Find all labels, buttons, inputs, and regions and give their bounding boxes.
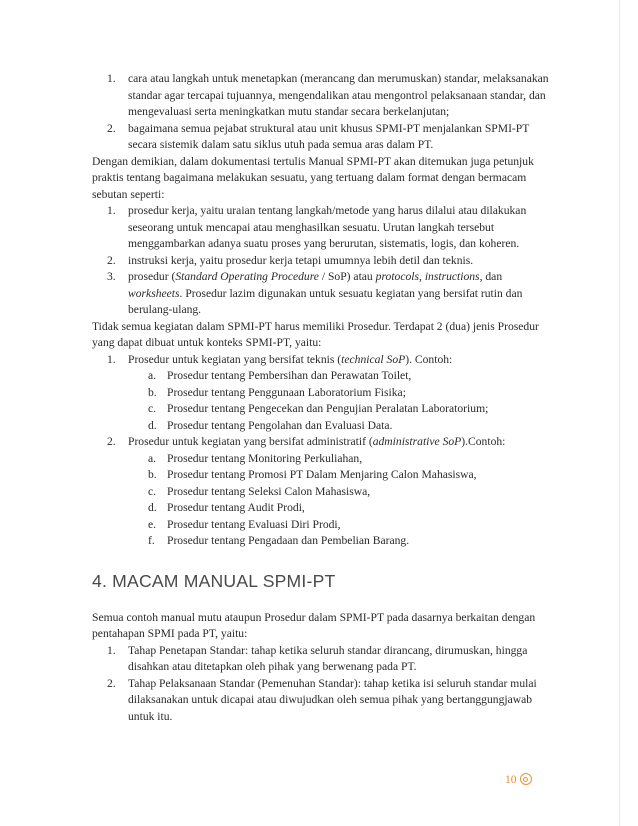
procedure-type-list <box>92 352 554 550</box>
text-run: , dan <box>479 270 503 283</box>
list-item <box>92 269 554 319</box>
list-item <box>92 352 554 435</box>
list-number: 1. <box>107 72 116 85</box>
list-item <box>92 121 554 154</box>
list-text: instruksi kerja, yaitu prosedur kerja tetapi umumnya lebih detil dan teknis. <box>128 253 474 267</box>
sub-list-letter: b. <box>148 468 157 481</box>
sub-list-item <box>128 401 554 418</box>
text-run: Prosedur untuk kegiatan yang bersifat teknis ( <box>128 352 342 366</box>
bullseye-icon <box>520 773 532 785</box>
page-footer <box>505 770 532 788</box>
list-item <box>92 676 554 726</box>
sub-list-text: Prosedur tentang Monitoring Perkuliahan, <box>167 451 363 465</box>
page-content <box>92 71 554 725</box>
paragraph: Semua contoh manual mutu ataupun Prosedur dalam SPMI-PT pada dasarnya berkaitan dengan pentahapan SPMI pada PT, yaitu: <box>92 610 536 640</box>
list-item <box>92 434 554 550</box>
list-number: 2. <box>107 253 116 267</box>
list-text: prosedur kerja, yaitu uraian tentang langkah/metode yang harus dilalui atau dilakukan seseorang untuk mencapai atau menghasilkan sesuatu. Urutan langkah tersebut menggambarkan adanya suatu proses yang berurutan, sistematis, logis, dan koheren. <box>128 204 527 250</box>
list-text: Tahap Penetapan Standar: tahap ketika seluruh standar dirancang, dirumuskan, hingga disahkan atau ditetapkan oleh pihak yang berwenang pada PT. <box>128 643 528 673</box>
sub-list-text: Prosedur tentang Audit Prodi, <box>167 501 305 514</box>
sub-list-letter: d. <box>148 501 157 514</box>
sub-list-letter: c. <box>148 402 157 415</box>
format-list <box>92 203 554 319</box>
list-number: 1. <box>107 204 116 217</box>
sub-list-text: Prosedur tentang Promosi PT Dalam Menjaring Calon Mahasiswa, <box>167 468 477 481</box>
list-number: 2. <box>107 676 116 690</box>
sub-list-letter: a. <box>148 451 157 465</box>
sub-list-item <box>128 517 554 534</box>
paragraph: Tidak semua kegiatan dalam SPMI-PT harus memiliki Prosedur. Terdapat 2 (dua) jenis Prosedur yang dapat dibuat untuk konteks SPMI-PT, yaitu: <box>92 319 539 349</box>
italic-term: administrative SoP <box>372 435 462 448</box>
sub-list-text: Prosedur tentang Pembersihan dan Perawatan Toilet, <box>167 369 412 382</box>
italic-term: instructions <box>424 270 480 283</box>
sub-list-letter: e. <box>148 517 157 531</box>
list-text: cara atau langkah untuk menetapkan (merancang dan merumuskan) standar, melaksanakan standar agar tercapai tujuannya, mengendalikan atau mengontrol pelaksanaan standar, dan mengevaluasi serta meningkatkan mutu standar secara berkelanjutan; <box>128 72 549 118</box>
administrative-examples-list <box>128 451 554 550</box>
text-run: . Prosedur lazim digunakan untuk sesuatu kegiatan yang bersifat rutin dan berulang-ulang. <box>128 286 523 316</box>
list-item <box>92 203 554 253</box>
list-number: 1. <box>107 352 116 366</box>
sub-list-letter: d. <box>148 418 157 432</box>
technical-examples-list <box>128 368 554 434</box>
list-text: bagaimana semua pejabat struktural atau unit khusus SPMI-PT menjalankan SPMI-PT secara sistemik dalam satu siklus utuh pada semua aras dalam PT. <box>128 121 530 151</box>
text-run: / SoP) atau <box>318 270 376 283</box>
list-number: 2. <box>107 435 116 448</box>
sub-list-item <box>128 467 554 484</box>
sub-list-item <box>128 385 554 402</box>
sub-list-text: Prosedur tentang Penggunaan Laboratorium Fisika; <box>167 385 406 399</box>
list-item <box>92 71 554 121</box>
stage-list <box>92 643 554 726</box>
paragraph: Dengan demikian, dalam dokumentasi tertulis Manual SPMI-PT akan ditemukan juga petunjuk praktis tentang bagaimana melakukan sesuatu, yang tertuang dalam format dengan bermacam sebutan seperti: <box>92 154 534 201</box>
sub-list-item <box>128 418 554 435</box>
sub-list-item <box>128 368 554 385</box>
sub-list-item <box>128 500 554 517</box>
sub-list-text: Prosedur tentang Pengadaan dan Pembelian Barang. <box>167 534 410 547</box>
list-text: Tahap Pelaksanaan Standar (Pemenuhan Standar): tahap ketika isi seluruh standar mulai dilaksanakan untuk dicapai atau diwujudkan oleh semua pihak yang bertanggungjawab untuk itu. <box>128 676 537 723</box>
list-item <box>92 253 554 270</box>
italic-term: technical SoP <box>341 352 406 366</box>
sub-list-letter: f. <box>148 534 155 547</box>
sub-list-text: Prosedur tentang Pengolahan dan Evaluasi Data. <box>167 418 393 432</box>
text-run: , <box>419 270 425 283</box>
sub-list-letter: a. <box>148 369 157 382</box>
sub-list-text: Prosedur tentang Seleksi Calon Mahasiswa, <box>167 484 371 498</box>
sub-list-item <box>128 451 554 468</box>
text-run: ). Contoh: <box>405 352 453 366</box>
sub-list-text: Prosedur tentang Pengecekan dan Pengujian Peralatan Laboratorium; <box>167 402 489 415</box>
italic-term: Standard Operating Procedure <box>175 270 319 283</box>
text-run: ).Contoh: <box>461 435 506 448</box>
list-number: 2. <box>107 121 116 135</box>
section-heading: 4. MACAM MANUAL SPMI-PT <box>92 570 336 591</box>
list-item <box>92 643 554 676</box>
sub-list-letter: c. <box>148 484 157 498</box>
text-run: prosedur ( <box>128 270 176 283</box>
list-number: 3. <box>107 270 116 283</box>
sub-list-item <box>128 484 554 501</box>
purpose-list <box>92 71 554 154</box>
sub-list-item <box>128 533 554 550</box>
sub-list-letter: b. <box>148 385 157 399</box>
italic-term: worksheets <box>128 286 180 300</box>
sub-list-text: Prosedur tentang Evaluasi Diri Prodi, <box>167 517 341 531</box>
page-number: 10 <box>505 772 517 786</box>
text-run: Prosedur untuk kegiatan yang bersifat administratif ( <box>128 435 373 448</box>
list-number: 1. <box>107 643 116 657</box>
italic-term: protocols <box>375 270 420 283</box>
